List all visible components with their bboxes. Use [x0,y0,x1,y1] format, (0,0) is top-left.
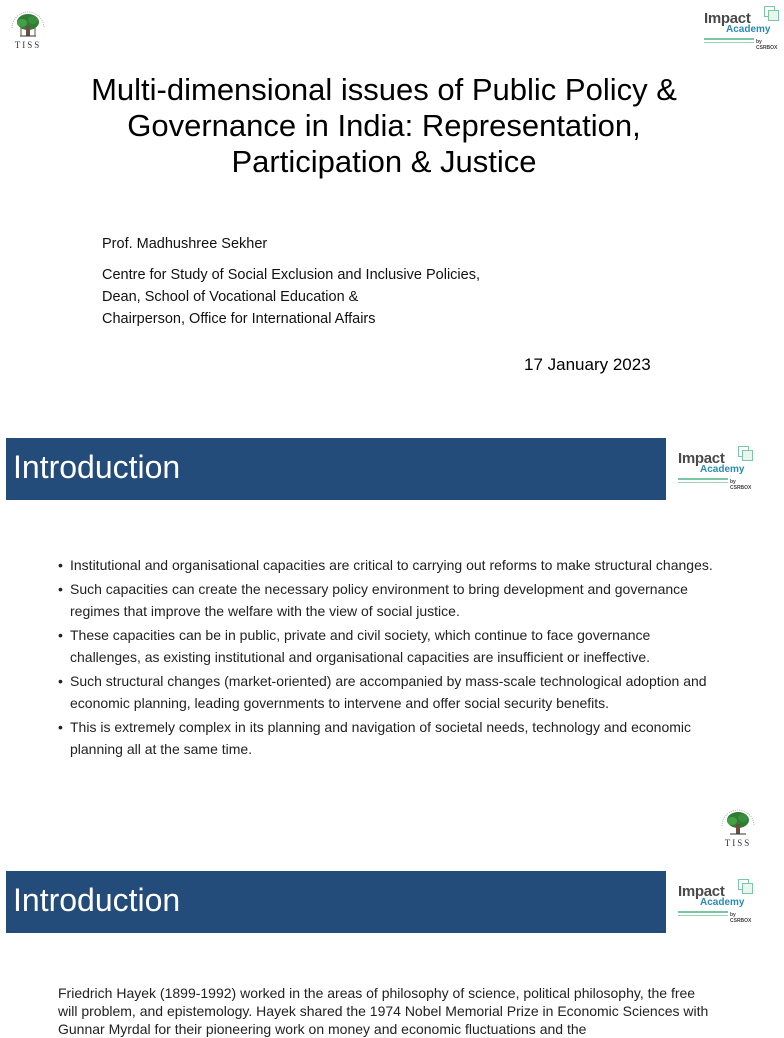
title-slide [0,0,778,430]
bullet-item: • These capacities can be in public, private and civil society, which continue to face governance challenges, as existing institutional and organisational capacities are insufficient or ineffective. [58,626,651,665]
banyan-tree-icon [6,6,50,42]
logo-by-text: by CSRBOX [756,39,778,51]
bullet-list [58,554,722,762]
bullet-item: • Such capacities can create the necessary policy environment to bring development and governance regimes that improve the welfare with the view of social justice. [58,580,688,619]
logo-impact-text: Impact [704,10,751,27]
impact-academy-logo [678,446,758,490]
affiliation-line: Chairperson, Office for International Affairs [102,311,376,327]
bullet-item: • Institutional and organisational capacities are critical to carrying out reforms to make structural changes. [58,557,713,573]
affiliation-line: Dean, School of Vocational Education & [102,289,359,305]
tiss-logo [716,804,760,848]
presentation-title: Multi-dimensional issues of Public Policy & Governance in India: Representation, Participation & Justice [91,72,677,179]
logo-academy-text: Academy [700,464,745,475]
impact-academy-logo [678,879,758,923]
bullet-item: • This is extremely complex in its planning and navigation of societal needs, technology and economic planning all at the same time. [58,718,692,757]
logo-impact-text: Impact [678,883,725,900]
logo-academy-text: Academy [726,24,771,35]
introduction-slide-2 [0,862,768,1037]
logo-academy-text: Academy [700,897,745,908]
intro-paragraph: Friedrich Hayek (1899-1992) worked in the areas of philosophy of science, political philosophy, the free will problem, and epistemology. Hayek shared the 1974 Nobel Memorial Prize in Economic Sciences with Gunnar Myrdal for their pioneering work on money and economic fluctuations and the [58,985,709,1037]
tiss-logo-text: TISS [724,838,752,848]
heading-banner [6,871,666,933]
banyan-tree-icon [716,804,760,840]
affiliation-block [102,264,480,330]
tiss-logo-text: TISS [14,40,42,50]
tiss-logo [6,6,50,50]
impact-academy-logo [704,6,784,50]
presenter-name: Prof. Madhushree Sekher [102,236,268,252]
heading-banner [6,438,666,500]
bullet-item: • Such structural changes (market-oriented) are accompanied by mass-scale technological adoption and economic planning, leading governments to intervene and offer social security benefits. [58,672,707,711]
introduction-slide [0,432,768,848]
logo-impact-text: Impact [678,450,725,467]
slide-heading: Introduction [13,882,181,918]
slide-heading: Introduction [13,449,181,485]
logo-by-text: by CSRBOX [730,479,752,491]
presentation-date: 17 January 2023 [524,355,651,374]
logo-by-text: by CSRBOX [730,912,752,924]
affiliation-line: Centre for Study of Social Exclusion and Inclusive Policies, [102,267,480,283]
